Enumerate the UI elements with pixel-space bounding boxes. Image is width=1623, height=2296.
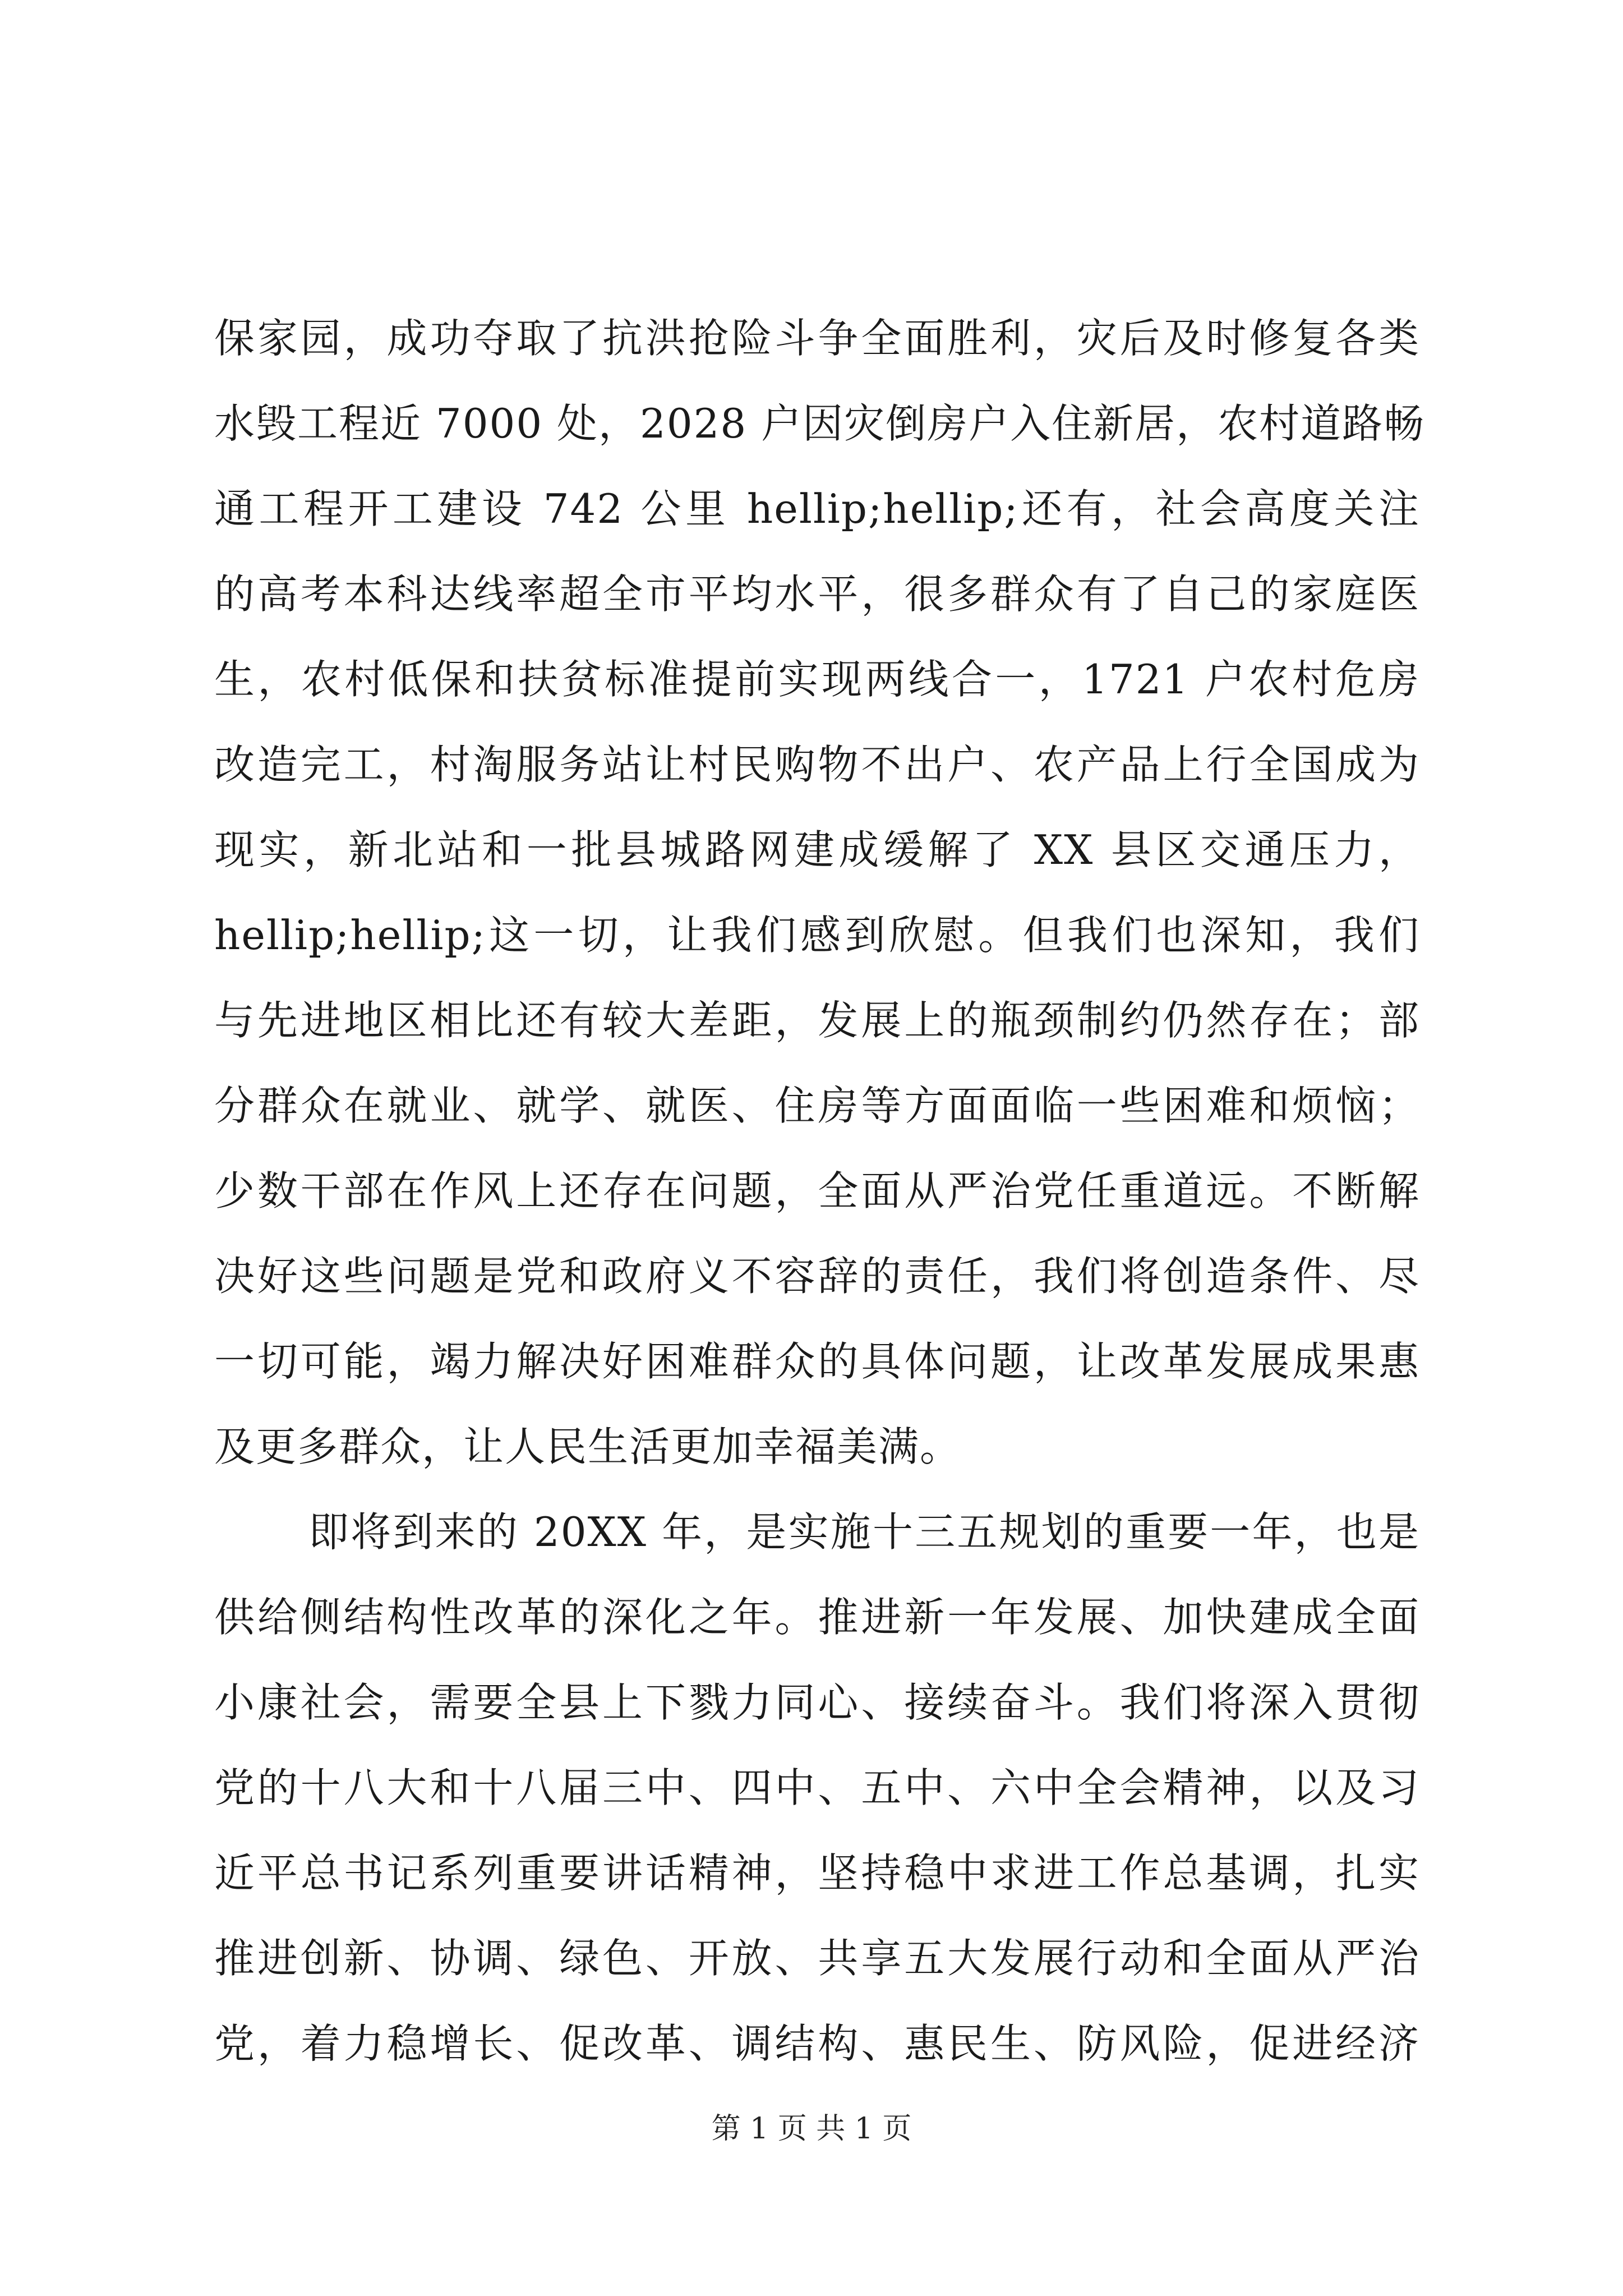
text-line: 党，着力稳增长、促改革、调结构、惠民生、防风险，促进经济 [214,2020,1420,2067]
text-line: 近平总书记系列重要讲话精神，坚持稳中求进工作总基调，扎实 [214,1849,1420,1897]
text-line: 即将到来的 20XX 年，是实施十三五规划的重要一年，也是 [308,1508,1420,1556]
body-text [214,296,1426,2086]
text-line: 一切可能，竭力解决好困难群众的具体问题，让改革发展成果惠 [214,1338,1420,1385]
text-line: 与先进地区相比还有较大差距，发展上的瓶颈制约仍然存在；部 [214,997,1420,1044]
text-line: 水毁工程近 7000 处，2028 户因灾倒房户入住新居，农村道路畅 [214,400,1426,447]
text-line: 的高考本科达线率超全市平均水平，很多群众有了自己的家庭医 [214,570,1420,618]
text-line: 推进创新、协调、绿色、开放、共享五大发展行动和全面从严治 [214,1935,1420,1982]
text-line: 小康社会，需要全县上下戮力同心、接续奋斗。我们将深入贯彻 [214,1679,1420,1726]
text-line: hellip;hellip;这一切，让我们感到欣慰。但我们也深知，我们 [214,912,1420,959]
text-line: 现实，新北站和一批县城路网建成缓解了 XX 县区交通压力， [214,826,1420,873]
text-line: 保家园，成功夺取了抗洪抢险斗争全面胜利，灾后及时修复各类 [214,315,1420,362]
text-line: 及更多群众，让人民生活更加幸福美满。 [214,1423,962,1470]
text-line: 通工程开工建设 742 公里 hellip;hellip;还有，社会高度关注 [214,485,1420,532]
text-line: 生，农村低保和扶贫标准提前实现两线合一，1721 户农村危房 [214,656,1420,703]
text-line: 分群众在就业、就学、就医、住房等方面面临一些困难和烦恼； [214,1082,1420,1129]
text-line: 党的十八大和十八届三中、四中、五中、六中全会精神，以及习 [214,1764,1420,1811]
text-line: 决好这些问题是党和政府义不容辞的责任，我们将创造条件、尽 [214,1253,1420,1300]
page-footer: 第 1 页 共 1 页 [711,2112,912,2146]
text-line: 供给侧结构性改革的深化之年。推进新一年发展、加快建成全面 [214,1594,1420,1641]
text-line: 改造完工，村淘服务站让村民购物不出户、农产品上行全国成为 [214,741,1420,788]
text-line: 少数干部在作风上还存在问题，全面从严治党任重道远。不断解 [214,1167,1420,1214]
